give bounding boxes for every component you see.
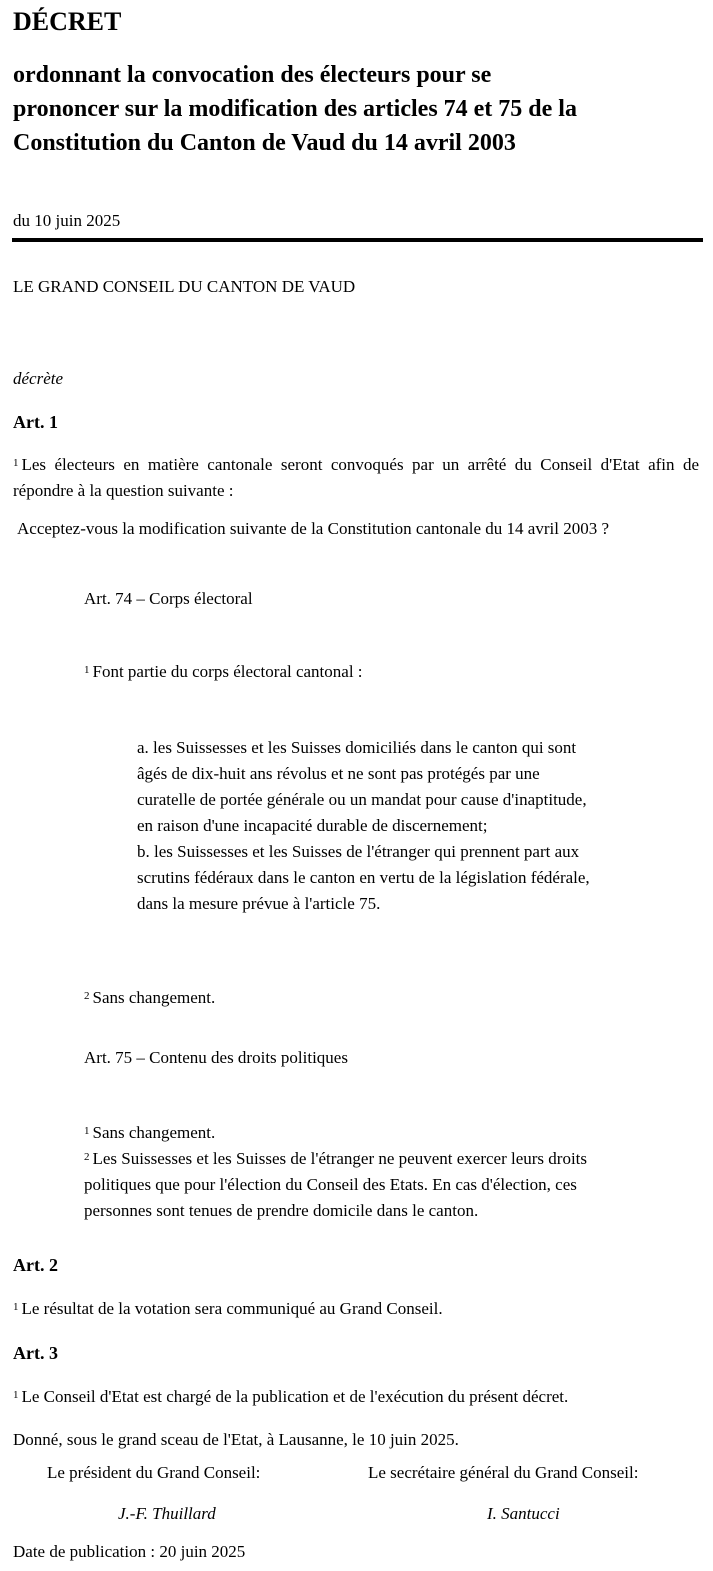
closing-formula: Donné, sous le grand sceau de l'Etat, à Lausanne, le 10 juin 2025. [13, 1430, 459, 1449]
article-75-heading: Art. 75 – Contenu des droits politiques [84, 1048, 348, 1067]
article-75-alinea-2 [84, 1146, 587, 1224]
signature-right-title: Le secrétaire général du Grand Conseil: [368, 1463, 639, 1482]
alinea-number: 1 [84, 1125, 90, 1137]
list-item-b-line: dans la mesure prévue à l'article 75. [137, 894, 381, 913]
article-2-heading: Art. 2 [13, 1255, 58, 1275]
article-3-paragraph-1 [13, 1385, 568, 1409]
list-item-b-line: scrutins fédéraux dans le canton en vertu de la législation fédérale, [137, 868, 590, 887]
alinea-text: Font partie du corps électoral cantonal : [92, 662, 363, 681]
list-item-a-line: en raison d'une incapacité durable de discernement; [137, 816, 488, 835]
list-item-a-line: âgés de dix-huit ans révolus et ne sont pas protégés par une [137, 764, 540, 783]
alinea-text: Sans changement. [92, 988, 216, 1007]
alinea-text: Sans changement. [92, 1123, 216, 1142]
article-1-question: Acceptez-vous la modification suivante de la Constitution cantonale du 14 avril 2003 ? [17, 519, 610, 538]
paragraph-text: Les électeurs en matière cantonale seront convoqués par un arrêté du Conseil d'Etat afin de répondre à la question suivante : [13, 455, 699, 500]
article-74-alinea-2 [84, 986, 215, 1010]
list-item-a-line: a. les Suissesses et les Suisses domiciliés dans le canton qui sont [137, 738, 577, 757]
alinea-text-line: personnes sont tenues de prendre domicile dans le canton. [84, 1201, 479, 1220]
alinea-number: 1 [84, 664, 90, 676]
subtitle-line: prononcer sur la modification des articles 74 et 75 de la [13, 96, 577, 122]
signature-left-title: Le président du Grand Conseil: [47, 1463, 261, 1482]
signature-left-name: J.-F. Thuillard [118, 1504, 216, 1523]
alinea-text-line: Les Suissesses et les Suisses de l'étranger ne peuvent exercer leurs droits [92, 1149, 588, 1168]
article-2-paragraph-1 [13, 1297, 443, 1321]
article-1-heading: Art. 1 [13, 412, 58, 432]
article-75-alinea-1 [84, 1121, 215, 1145]
publication-date: Date de publication : 20 juin 2025 [13, 1542, 246, 1561]
signature-right-name: I. Santucci [487, 1504, 560, 1523]
article-3-heading: Art. 3 [13, 1343, 58, 1363]
decree-date: du 10 juin 2025 [13, 211, 121, 230]
paragraph-number: 1 [13, 1389, 19, 1401]
alinea-text-line: politiques que pour l'élection du Conseil des Etats. En cas d'élection, ces [84, 1175, 577, 1194]
paragraph-text: Le résultat de la votation sera communiqué au Grand Conseil. [21, 1299, 443, 1318]
alinea-number: 2 [84, 1151, 90, 1163]
paragraph-number: 1 [13, 1301, 19, 1313]
article-1-paragraph-1 [13, 452, 699, 504]
decree-title: DÉCRET [13, 7, 122, 36]
subtitle-line: ordonnant la convocation des électeurs pour se [13, 62, 492, 88]
article-74-heading: Art. 74 – Corps électoral [84, 589, 253, 608]
assembly-name: LE GRAND CONSEIL DU CANTON DE VAUD [13, 277, 356, 296]
paragraph-text: Le Conseil d'Etat est chargé de la publication et de l'exécution du présent décret. [21, 1387, 569, 1406]
paragraph-number: 1 [13, 457, 19, 469]
list-item-b-line: b. les Suissesses et les Suisses de l'étranger qui prennent part aux [137, 842, 580, 861]
decrete-label: décrète [13, 369, 64, 388]
decree-subtitle [13, 58, 577, 160]
article-74-alinea-1 [84, 660, 363, 684]
alinea-number: 2 [84, 990, 90, 1002]
list-item-a-line: curatelle de portée générale ou un mandat pour cause d'inaptitude, [137, 790, 587, 809]
subtitle-line: Constitution du Canton de Vaud du 14 avril 2003 [13, 130, 516, 156]
article-74-list [137, 735, 590, 917]
header-divider [12, 238, 703, 242]
